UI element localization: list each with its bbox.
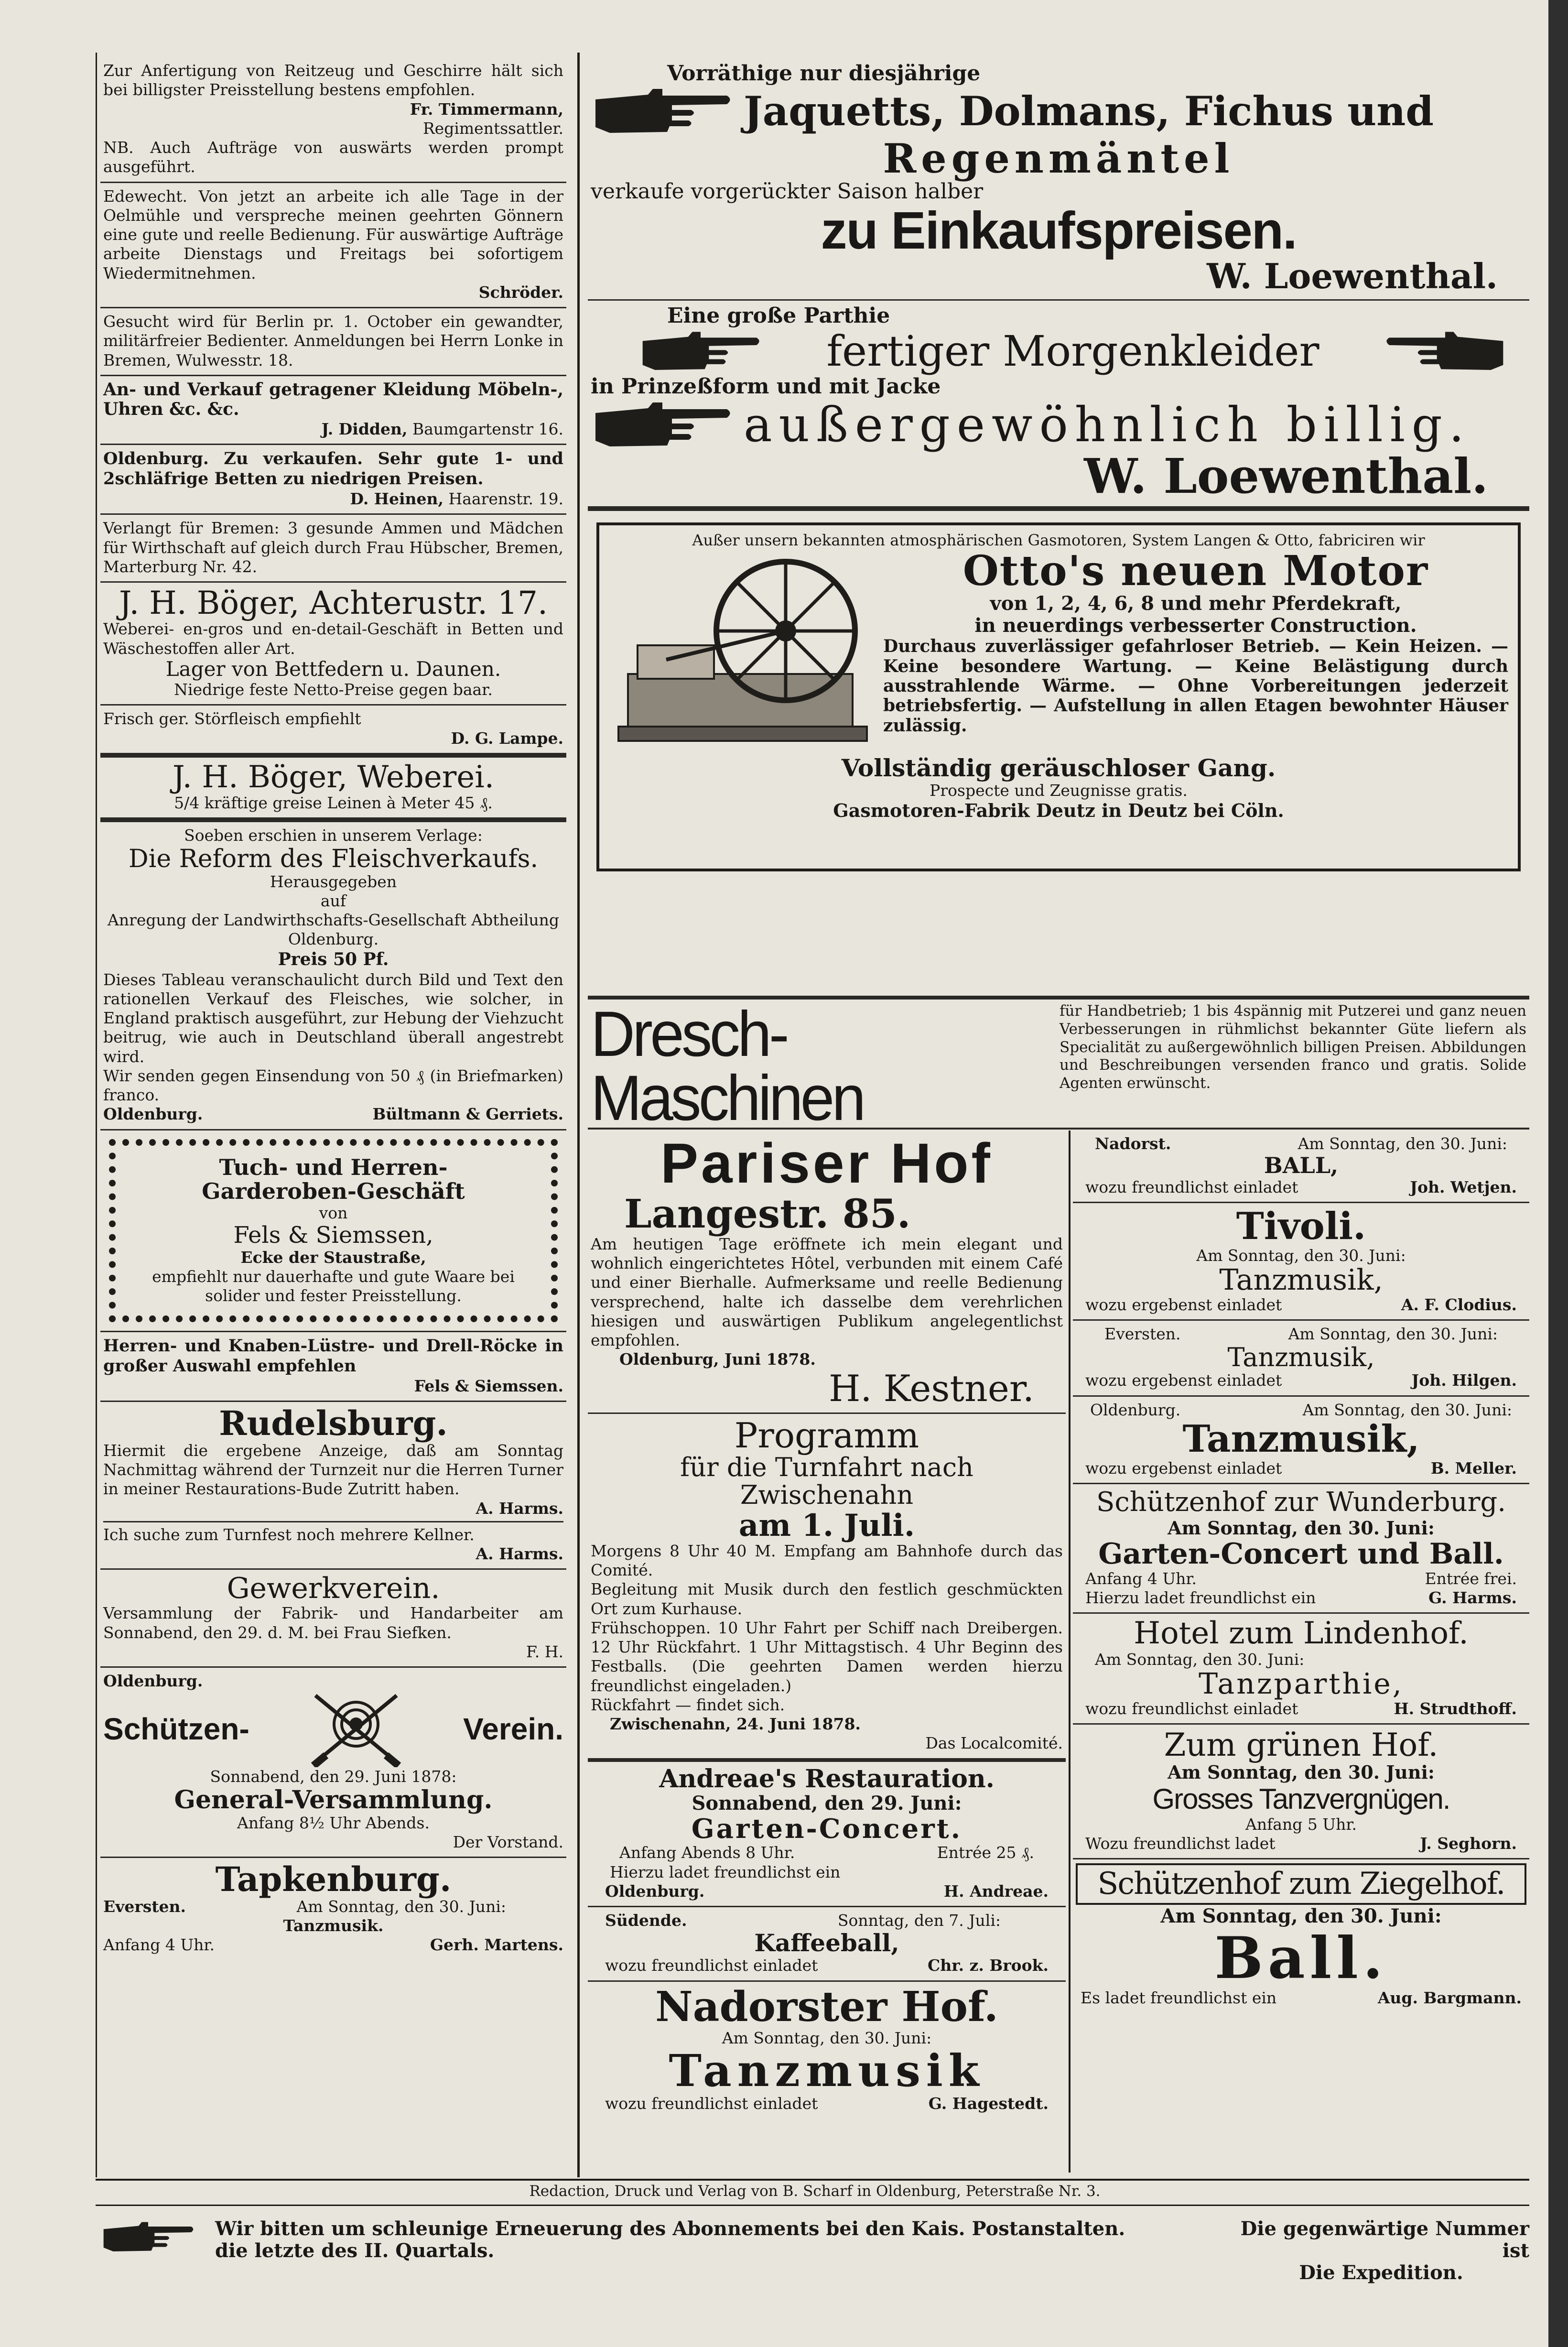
column-right-lower-left: [588, 1130, 1066, 2173]
ad-text: Zur Anfertigung von Reitzeug und Geschirre hält sich bei billigster Preisstellung bestens empfohlen.: [103, 61, 563, 99]
ad-sigline: [1076, 1295, 1526, 1315]
ad-sigline: [1076, 1834, 1526, 1853]
ad-signature: Bültmann & Gerriets.: [372, 1105, 563, 1124]
ad-signature: A. F. Clodius.: [1401, 1295, 1517, 1315]
ad-date: Am Sonntag, den 30. Juni:: [1168, 1761, 1435, 1783]
ad-subtitle: Lager von Bettfedern u. Daunen.: [165, 657, 501, 681]
ad-wunderburg: [1073, 1484, 1529, 1614]
ad-sigline: [1076, 1588, 1526, 1608]
ad-date: Sonnabend, den 29. Juni 1878:: [210, 1767, 457, 1786]
ad-text: Verlangt für Bremen: 3 gesunde Ammen und Mädchen für Wirthschaft auf gleich durch Frau Hübscher, Bremen, Marterburg Nr. 42.: [103, 519, 563, 576]
ad-sigline: [103, 1105, 563, 1124]
ad-textblock: [876, 546, 1508, 755]
ad-text: 5/4 kräftige greise Leinen à Meter 45 ₰.: [174, 793, 493, 813]
ad-date: Am Sonntag, den 30. Juni:: [1288, 1325, 1498, 1344]
ad-titleline: [103, 1691, 563, 1767]
ad-edewecht: [100, 183, 566, 309]
ad-title: Pariser Hof: [660, 1132, 993, 1195]
ad-gesucht: [100, 308, 566, 376]
ad-line: am 1. Juli.: [738, 1507, 915, 1543]
ad-schuetzenverein: [100, 1668, 566, 1858]
ad-line: auf: [320, 891, 346, 910]
ad-signature: Joh. Wetjen.: [1410, 1177, 1517, 1196]
ad-text: Begleitung mit Musik durch den festlich geschmückten Ort zum Kurhause.: [591, 1580, 1063, 1618]
ad-signature: Fr. Timmermann,: [410, 99, 563, 119]
ad-title: Nadorster Hof.: [655, 1982, 998, 2031]
ad-event: Kaffeeball,: [754, 1929, 899, 1957]
ad-signature: G. Harms.: [1428, 1588, 1517, 1608]
ad-text: Hiermit die ergebene Anzeige, daß am Sonntag Nachmittag während der Turnzeit nur die Herren Turner in meiner Restaurations-Bude Zutritt haben.: [103, 1441, 563, 1499]
pointing-hand-left-icon: [1383, 327, 1507, 375]
ad-title: Rudelsburg.: [219, 1403, 448, 1444]
ad-signature: D. Heinen,: [350, 489, 443, 509]
ad-signature: Gasmotoren-Fabrik Deutz in Deutz bei Cöln.: [833, 800, 1284, 822]
ad-title: Schützenhof zur Wunderburg.: [1096, 1487, 1506, 1518]
ad-signature: Joh. Hilgen.: [1411, 1371, 1517, 1390]
ad-date: Am Sonntag, den 30. Juni:: [1196, 1246, 1406, 1265]
ad-date: Zwischenahn, 24. Juni 1878.: [610, 1715, 861, 1734]
column-right-lower-right: [1073, 1130, 1529, 2173]
ad-place: Nadorst.: [1095, 1134, 1171, 1153]
ad-line: in Prinzeßform und mit Jacke: [591, 374, 941, 399]
ad-title: Tivoli.: [1236, 1205, 1366, 1249]
divider: [103, 1521, 563, 1522]
ad-tivoli: [1073, 1203, 1529, 1321]
ad-title: J. H. Böger, Achterustr. 17.: [119, 585, 548, 622]
ad-loewenthal-morgenkleider: [588, 301, 1529, 511]
ad-event: Tanzmusik.: [283, 1916, 384, 1935]
bottom-rule: [96, 2179, 1529, 2181]
ad-intro: Außer unsern bekannten atmosphärischen Gasmotoren, System Langen & Otto, fabriciren wir: [692, 531, 1425, 549]
ad-time: Anfang 4 Uhr.: [1085, 1569, 1197, 1588]
pointing-hand-icon: [591, 85, 734, 138]
ad-date: Sonntag, den 7. Juli:: [837, 1911, 1001, 1930]
ad-event: BALL,: [1264, 1152, 1339, 1179]
ad-timeline: [1076, 1569, 1526, 1588]
ad-price: Preis 50 Pf.: [278, 949, 389, 969]
ad-reitzeug: [100, 57, 566, 183]
crossed-rifles-target-icon: [311, 1691, 401, 1767]
ad-title: Dresch-Maschinen: [591, 999, 864, 1130]
ad-line: Jaquetts, Dolmans, Fichus und: [744, 87, 1434, 135]
ad-invite: Hierzu ladet freundlichst ein: [610, 1862, 841, 1881]
ad-suedende: [588, 1907, 1066, 1982]
ad-sigline: [1076, 1178, 1526, 1197]
ad-signature: Gerh. Martens.: [430, 1935, 563, 1955]
ad-date: Am Sonntag, den 30. Juni:: [296, 1897, 506, 1916]
ad-time: Anfang 5 Uhr.: [1245, 1815, 1357, 1834]
ad-signature: W. Loewenthal.: [1084, 447, 1488, 504]
ad-place: Oldenburg.: [103, 1105, 203, 1124]
ad-signature: B. Meller.: [1430, 1458, 1517, 1478]
ad-title: An- und Verkauf getragener Kleidung Möbeln-, Uhren &c. &c.: [103, 379, 563, 420]
ad-text: Wir senden gegen Einsendung von 50 ₰ (in Briefmarken) franco.: [103, 1066, 563, 1105]
ad-event: Tanzparthie,: [1199, 1667, 1404, 1701]
column-left: [100, 57, 566, 2173]
ad-headline-row: [591, 327, 1526, 375]
ad-note: NB. Auch Aufträge von auswärts werden prompt ausgeführt.: [103, 138, 563, 176]
ad-time: Anfang 4 Uhr.: [103, 1935, 215, 1955]
ad-line: zu Einkaufspreisen.: [821, 201, 1297, 260]
ad-address: Haarenstr. 19.: [448, 489, 563, 509]
frame-box: [596, 522, 1521, 871]
ad-event: Garten-Concert und Ball.: [1098, 1537, 1504, 1571]
ad-line: für die Turnfahrt nach Zwischenahn: [680, 1452, 973, 1510]
ad-title-right: Verein.: [463, 1711, 563, 1746]
ad-title: Andreae's Restauration.: [659, 1764, 995, 1793]
ad-andreae: [588, 1760, 1066, 1907]
ad-invite: wozu freundlichst einladet: [1085, 1699, 1298, 1718]
ad-tapkenburg: [100, 1858, 566, 1959]
column-rule-middle: [577, 53, 580, 2177]
ad-fee: Entrée frei.: [1425, 1569, 1517, 1588]
ad-title-left: Schützen-: [103, 1711, 249, 1746]
ad-otto-motor: [588, 511, 1529, 881]
ad-invite: wozu freundlichst einladet: [605, 2094, 818, 2113]
ad-dateline: [1076, 1401, 1526, 1420]
ad-signature: Schröder.: [478, 283, 563, 302]
scan-edge: [1548, 0, 1568, 2347]
ad-invite: Wozu freundlichst ladet: [1085, 1834, 1276, 1853]
ad-place: Oldenburg.: [605, 1881, 705, 1901]
ad-sigline: [1076, 1459, 1526, 1478]
ad-sigline: [591, 1882, 1063, 1901]
ad-pariser-hof: [588, 1130, 1066, 1414]
footer-rule: [96, 2205, 1529, 2206]
ad-date: Am Sonntag, den 30. Juni:: [1298, 1134, 1507, 1153]
ad-headrow: [588, 1000, 1529, 1130]
pointing-hand-icon: [638, 327, 763, 375]
notice-line: Wir bitten um schleunige Erneuerung des Abonnements bei den Kais. Postanstalten.: [215, 2217, 1125, 2240]
ad-invite: wozu freundlichst einladet: [605, 1956, 818, 1975]
ad-line: verkaufe vorgerückter Saison halber: [591, 179, 984, 204]
ad-role: Regimentssattler.: [422, 119, 563, 138]
ad-signature: Aug. Bargmann.: [1377, 1988, 1522, 2008]
ad-programm: [588, 1414, 1066, 1760]
ad-sigline: [1076, 1371, 1526, 1390]
ad-event: General-Versammlung.: [174, 1785, 493, 1815]
ad-line: Ecke der Staustraße,: [240, 1248, 426, 1267]
ad-eversten: [1073, 1321, 1529, 1396]
ad-nadorst-ball: [1073, 1130, 1529, 1203]
ad-place: Eversten.: [103, 1897, 186, 1916]
ad-time: Anfang Abends 8 Uhr.: [619, 1843, 795, 1862]
ad-sigline: [103, 420, 563, 439]
notice-row: [100, 2218, 1529, 2284]
ad-reform: [100, 822, 566, 1130]
ad-title: Gewerkverein.: [227, 1572, 440, 1606]
ad-text: Herren- und Knaben-Lüstre- und Drell-Röcke in großer Auswahl empfehlen: [103, 1336, 563, 1376]
ad-dateline: [103, 1897, 563, 1916]
ad-betten: [100, 445, 566, 515]
ad-event: Garten-Concert.: [691, 1813, 962, 1845]
notice-text: [196, 2218, 1233, 2262]
ad-note: Niedrige feste Netto-Preise gegen baar.: [174, 680, 493, 699]
ad-line: fertiger Morgenkleider: [826, 326, 1319, 376]
ad-herren-roecke: [100, 1332, 566, 1402]
ad-sigline: [1076, 1699, 1526, 1718]
ad-line: Herausgegeben: [270, 872, 397, 891]
ad-boeger-weberei: [100, 758, 566, 822]
ad-text: für Handbetrieb; 1 bis 4spännig mit Putzerei und ganz neuen Verbesserungen in rühmlichst bekannter Güte liefern als Specialität zu außergewöhnlich billigen Preisen. Abbildungen und Beschreibungen versenden franco und gratis. Solide Agenten erwünscht.: [1060, 1002, 1526, 1092]
ad-gruener-hof: [1073, 1725, 1529, 1859]
ad-signature: H. Strudthoff.: [1394, 1699, 1517, 1718]
chain-frame: [109, 1139, 558, 1322]
ad-text: Ich suche zum Turnfest noch mehrere Kellner.: [103, 1525, 475, 1544]
ad-line: Garderoben-Geschäft: [202, 1178, 465, 1205]
ad-text: Edewecht. Von jetzt an arbeite ich alle Tage in der Oelmühle und verspreche meinen geehrten Gönnern eine gute und reelle Bedienung. Für auswärtige Aufträge arbeite Dienstags und Freitags bei sofortigem Wiedermitnehmen.: [103, 186, 563, 283]
ad-line: von 1, 2, 4, 6, 8 und mehr Pferdekraft,: [990, 592, 1402, 615]
ad-line: außergewöhnlich billig.: [744, 397, 1471, 453]
ad-signature: H. Andreae.: [943, 1881, 1049, 1901]
ad-event: Ball.: [1214, 1924, 1388, 1992]
ad-signature: Der Vorstand.: [453, 1832, 563, 1851]
ad-date: Am Sonntag, den 30. Juni:: [1302, 1400, 1512, 1419]
ad-signature: G. Hagestedt.: [928, 2094, 1049, 2113]
ad-line: Tuch- und Herren-: [219, 1154, 448, 1180]
ad-intro: Soeben erschien in unserem Verlage:: [184, 826, 483, 845]
ad-rudelsburg: [100, 1402, 566, 1570]
notice-line: Die Expedition.: [1299, 2261, 1463, 2284]
ad-line: Regenmäntel: [883, 135, 1234, 183]
ad-lindenhof: [1073, 1614, 1529, 1725]
pointing-hand-icon: [100, 2218, 196, 2256]
ad-line: Anregung der Landwirthschafts-Gesellschaft Abtheilung Oldenburg.: [107, 911, 560, 949]
ad-stoerfleisch: [100, 706, 566, 758]
ad-loewenthal-jaquetts: [588, 57, 1529, 301]
ad-oldenburg-tanz: [1073, 1397, 1529, 1484]
ad-headline-row: [591, 399, 1526, 451]
ad-title: Hotel zum Lindenhof.: [1134, 1616, 1469, 1652]
ad-line: Prospecte und Zeugnisse gratis.: [930, 781, 1188, 800]
ad-line: von: [319, 1203, 348, 1222]
ad-text: Durchaus zuverlässiger gefahrloser Betrieb. — Kein Heizen. — Keine besondere Wartung. — Keine Belästigung durch ausstrahlende Wärme. — Ohne Vorbereitungen jederzeit betriebsfertig. — Aufstellung in allen Etagen bewohnter Häuser zulässig.: [883, 636, 1508, 736]
ad-text: Am heutigen Tage eröffnete ich mein elegant und wohnlich eingerichtetes Hôtel, verbunden mit einem Café und einer Bierhalle. Aufmerksame und reelle Bedienung versprechend, halte ich dasselbe dem verehrlichen hiesigen und auswärtigen Publikum angelegentlichst empfohlen.: [591, 1234, 1063, 1350]
ad-title: Otto's neuen Motor: [962, 546, 1429, 595]
ad-event: Tanzmusik,: [1227, 1342, 1375, 1372]
ad-address: Langestr. 85.: [624, 1191, 911, 1237]
ad-nadorster-hof: [588, 1982, 1066, 2118]
ad-title: Tapkenburg.: [215, 1859, 452, 1900]
ad-text: Gesucht wird für Berlin pr. 1. October ein gewandter, militärfreier Bedienter. Anmeldungen bei Herrn Lonke in Bremen, Wulwesstr. 18.: [103, 312, 563, 369]
ad-place: Oldenburg.: [103, 1672, 203, 1690]
ad-time: Anfang 8½ Uhr Abends.: [237, 1813, 430, 1832]
ad-headline-row: [591, 85, 1526, 138]
ad-invite: wozu ergebenst einladet: [1085, 1458, 1282, 1478]
ad-line: Vorräthige nur diesjährige: [667, 61, 981, 86]
ad-text: Frühschoppen. 10 Uhr Fahrt per Schiff nach Dreibergen. 12 Uhr Rückfahrt. 1 Uhr Mittagstisch. 4 Uhr Beginn des Festballs. (Die geehrten Damen werden hierzu freundlichst eingeladen.): [591, 1618, 1063, 1695]
ad-ankauf: [100, 376, 566, 445]
ad-sigline: [591, 2094, 1063, 2113]
ad-invite: Hierzu ladet freundlichst ein: [1085, 1588, 1316, 1608]
notice-right: [1233, 2218, 1529, 2284]
notice-line: die letzte des II. Quartals.: [215, 2239, 495, 2262]
ad-title: J. H. Böger, Weberei.: [172, 759, 495, 795]
ad-signature: A. Harms.: [476, 1499, 563, 1518]
ad-signature: Chr. z. Brook.: [928, 1956, 1049, 1975]
pointing-hand-icon: [591, 399, 734, 451]
ad-place: Eversten.: [1104, 1325, 1181, 1344]
ad-signature: A. Harms.: [476, 1544, 563, 1563]
imprint: Redaction, Druck und Verlag von B. Scharf in Oldenburg, Peterstraße Nr. 3.: [529, 2183, 1101, 2200]
ad-date: Am Sonntag, den 30. Juni:: [1095, 1650, 1305, 1669]
ad-signature: W. Loewenthal.: [1206, 256, 1498, 297]
ad-event: Tanzmusik,: [1182, 1417, 1420, 1461]
ad-tuch: [100, 1130, 566, 1332]
ad-dateline: [591, 1911, 1063, 1930]
ad-text: Versammlung der Fabrik- und Handarbeiter am Sonnabend, den 29. d. M. bei Frau Siefken.: [103, 1604, 563, 1642]
ad-place: Südende.: [605, 1911, 687, 1930]
ad-signature: H. Kestner.: [829, 1367, 1034, 1410]
ad-dreschmaschinen: [588, 996, 1529, 1130]
ad-place: Oldenburg.: [1090, 1400, 1181, 1419]
ad-timeline: [591, 1843, 1063, 1862]
ad-signature: F. H.: [526, 1642, 563, 1661]
ad-line: Vollständig geräuschloser Gang.: [841, 753, 1276, 782]
ad-line: Eine große Parthie: [667, 304, 890, 328]
ad-ziegelhof: [1073, 1859, 1529, 2012]
ad-text: Oldenburg. Zu verkaufen. Sehr gute 1- und 2schläfrige Betten zu niedrigen Preisen.: [103, 448, 563, 489]
notice-line: Die gegenwärtige Nummer ist: [1240, 2217, 1529, 2262]
ad-date: Oldenburg, Juni 1878.: [619, 1350, 816, 1369]
ad-signature: Fels & Siemssen.: [414, 1377, 563, 1395]
ad-date: Sonnabend, den 29. Juni:: [692, 1792, 962, 1815]
ad-invite: wozu ergebenst einladet: [1085, 1371, 1282, 1390]
ad-fee: Entrée 25 ₰.: [937, 1843, 1034, 1862]
ad-event: Tanzmusik,: [1219, 1263, 1383, 1297]
ad-body: [609, 546, 1508, 755]
ad-title: Zum grünen Hof.: [1164, 1727, 1438, 1764]
ad-invite: Es ladet freundlichst ein: [1081, 1988, 1277, 2008]
ad-signature: Das Localcomité.: [925, 1734, 1063, 1753]
ad-invite: wozu ergebenst einladet: [1085, 1295, 1282, 1315]
ad-firm: Fels & Siemssen,: [233, 1222, 433, 1249]
ad-text: Weberei- en-gros und en-detail-Geschäft in Betten und Wäschestoffen aller Art.: [103, 619, 563, 658]
ad-event: Grosses Tanzvergnügen.: [1152, 1782, 1450, 1815]
subscription-notice: [100, 2218, 1529, 2284]
ad-title: Die Reform des Fleischverkaufs.: [129, 844, 538, 873]
ad-text: Dieses Tableau veranschaulicht durch Bild und Text den rationellen Verkauf des Fleisches, wie solcher, in England praktisch ausgeführt, zur Hebung der Viehzucht beitrug, wie auch in Deutschland überall angestrebt wird.: [103, 970, 563, 1066]
ad-address: Baumgartenstr 16.: [412, 419, 563, 438]
ad-title: Programm: [734, 1415, 919, 1456]
ad-signature: D. G. Lampe.: [451, 728, 563, 748]
column-rule-left-outer: [96, 53, 97, 2177]
ad-bremen: [100, 515, 566, 583]
ad-text: Morgens 8 Uhr 40 M. Empfang am Bahnhofe durch das Comité.: [591, 1541, 1063, 1580]
ad-event: Tanzmusik: [669, 2045, 985, 2097]
ad-dateline: [1076, 1134, 1526, 1153]
ad-signature: J. Seghorn.: [1420, 1834, 1517, 1853]
ad-text: Frisch ger. Störfleisch empfiehlt: [103, 709, 361, 728]
ad-date: Am Sonntag, den 30. Juni:: [1160, 1905, 1442, 1928]
ad-boeger-achterstr: [100, 583, 566, 706]
column-right-top: [588, 57, 1529, 994]
ad-invite: wozu freundlichst einladet: [1085, 1177, 1298, 1196]
ad-text: empfiehlt nur dauerhafte und gute Waare bei solider und fester Preisstellung.: [152, 1267, 515, 1305]
ad-sigline: [103, 1935, 563, 1955]
ad-gewerkverein: [100, 1570, 566, 1668]
gas-engine-illustration: [609, 550, 876, 755]
ad-signature: J. Didden,: [321, 419, 408, 438]
ad-sigline: [591, 1956, 1063, 1975]
ad-line: in neuerdings verbesserter Construction.: [974, 614, 1417, 637]
ad-date: Am Sonntag, den 30. Juni:: [1168, 1517, 1435, 1539]
ad-sigline: [103, 489, 563, 509]
ad-date: Am Sonntag, den 30. Juni:: [722, 2028, 932, 2047]
ad-text: Rückfahrt — findet sich.: [591, 1695, 785, 1714]
column-rule-right-inner: [1069, 1130, 1071, 2173]
ad-dateline: [1076, 1325, 1526, 1344]
ad-title: Schützenhof zum Ziegelhof.: [1076, 1863, 1526, 1905]
